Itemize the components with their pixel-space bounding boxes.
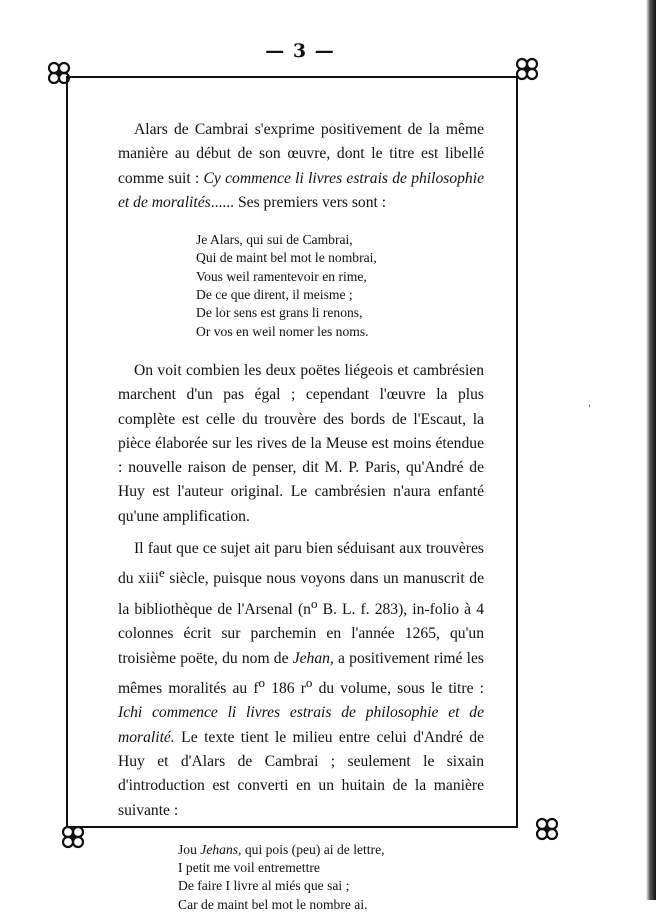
- paragraph-3: [118, 537, 484, 823]
- paragraph-3-text: Il faut que ce sujet ait paru bien séduisant aux trouvères du xiii: [118, 540, 484, 588]
- century-superscript: e: [158, 565, 165, 581]
- author-name-jehan: Jehan,: [292, 649, 334, 667]
- verse-line: Je Alars, qui sui de Cambrai,: [196, 232, 353, 248]
- work-title-alars: Cy commence li livres estrais de philosophie et de moralités: [118, 169, 484, 211]
- paragraph-1-text: Alars de Cambrai s'exprime positivement de la même manière au début de son œuvre, dont le titre est libellé comme suit :: [118, 121, 484, 187]
- verse-line: Qui de maint bel mot le nombrai,: [196, 250, 377, 266]
- verse-alars: [196, 231, 484, 341]
- paragraph-2: On voit combien les deux poëtes liégeois et cambrésien marchent d'un pas égal ; cependant l'œuvre la plus complète est celle du trouvère des bords de l'Escaut, la pièce élaborée sur les rives de la Meuse est moins étendue : nouvelle raison de penser, dit M. P. Paris, qu'André de Huy est l'auteur original. Le cambrésien n'aura enfanté qu'une amplification.: [118, 361, 484, 525]
- paragraph-3-text: du volume, sous le titre :: [312, 680, 484, 698]
- corner-ornament-bottom-left-icon: [60, 824, 86, 850]
- page-body: [118, 118, 484, 914]
- verse-line: De lor sens est grans li renons,: [196, 305, 363, 321]
- corner-ornament-bottom-right-icon: [534, 816, 560, 842]
- corner-ornament-top-right-icon: [514, 56, 540, 82]
- verse-jehan: [178, 841, 484, 914]
- recto-superscript: o: [305, 674, 313, 690]
- corner-ornament-top-left-icon: [46, 60, 72, 86]
- verse-line-start: Jou: [178, 841, 201, 857]
- page-number: — 3 —: [265, 40, 335, 62]
- number-superscript: o: [310, 595, 318, 611]
- verse-line: Vous weil ramentevoir en rime,: [196, 268, 367, 284]
- verse-line: Car de maint bel mot le nombre ai.: [178, 896, 368, 912]
- verse-line: Or vos en weil nomer les noms.: [196, 323, 369, 339]
- verse-line: I petit me voil entremettre: [178, 860, 320, 876]
- verse-line-end: qui pois (peu) ai de lettre,: [241, 841, 385, 857]
- paragraph-3-text: siècle, puisque nous voyons dans un manuscrit de la bibliothèque de l'Arsenal (n: [118, 570, 484, 619]
- work-title-jehan: Ichi commence li livres estrais de philosophie et de moralité.: [118, 704, 484, 746]
- paragraph-1: [118, 118, 484, 215]
- scan-edge-shadow: [646, 0, 656, 900]
- paragraph-3-text: a positivement rimé les mêmes moralités au f: [118, 649, 484, 698]
- margin-speck: ': [588, 404, 591, 415]
- paragraph-1-tail: ...... Ses premiers vers sont :: [210, 193, 387, 211]
- verse-author-name: Jehans,: [200, 841, 242, 857]
- paragraph-3-text: Le texte tient le milieu entre celui d'André de Huy et d'Alars de Cambrai ; seulement le sixain d'introduction est converti en un huitain de la manière suivante :: [118, 728, 484, 819]
- verse-line: De faire I livre al miés que sai ;: [178, 878, 350, 894]
- verse-line: De ce que dirent, il meisme ;: [196, 287, 353, 303]
- paragraph-3-text: 186 r: [265, 680, 306, 698]
- verse-line: [178, 841, 484, 859]
- paragraph-3-text: B. L. f. 283), in-folio à 4 colonnes écrit sur parchemin en l'année 1265, qu'un troisième poëte, du nom de: [118, 601, 485, 667]
- folio-superscript: o: [258, 674, 266, 690]
